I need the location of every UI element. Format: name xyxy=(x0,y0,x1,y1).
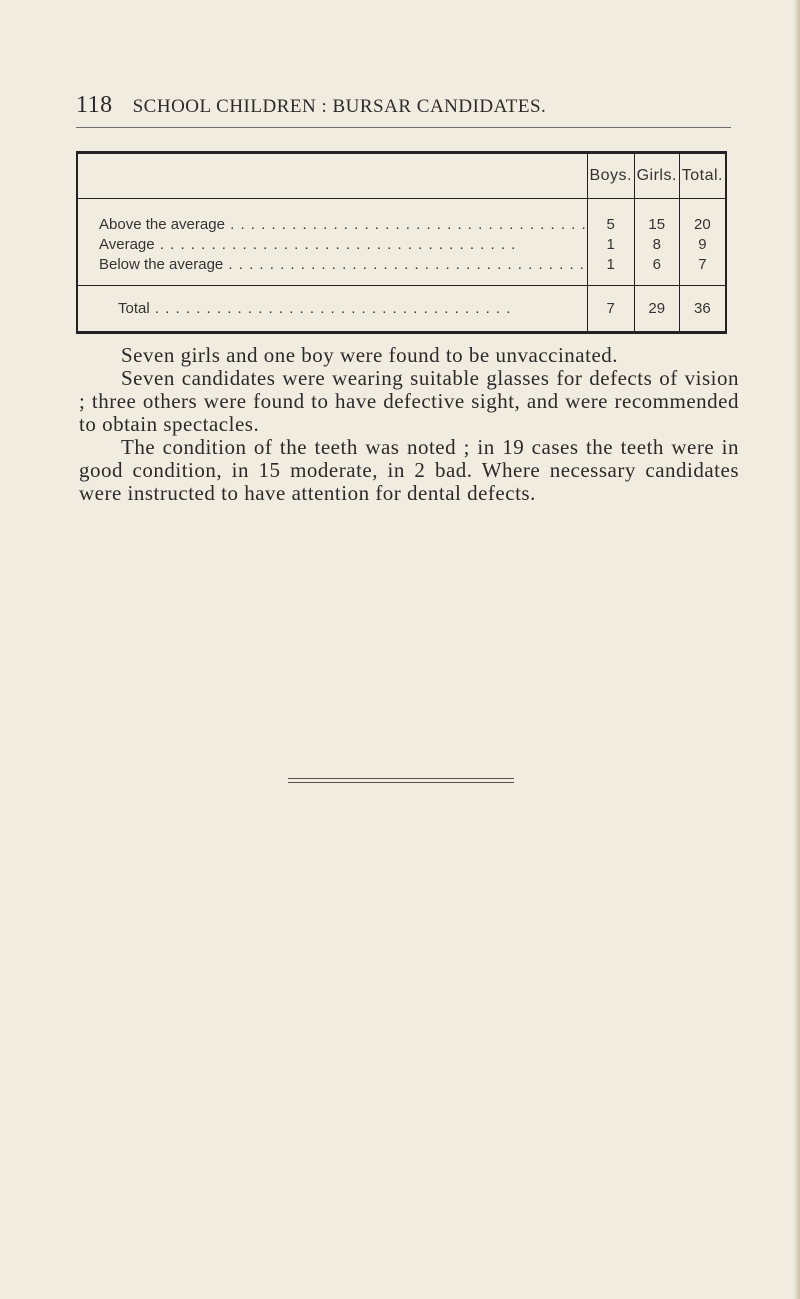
end-rule xyxy=(288,778,514,779)
row-label: Average . . . xyxy=(77,235,587,255)
header-blank-cell xyxy=(77,153,587,199)
total-girls: 29 xyxy=(634,286,679,333)
column-header-total: Total. xyxy=(679,153,726,199)
cell-total: 9 xyxy=(679,235,726,255)
paragraph-vaccination: Seven girls and one boy were found to be unvaccinated. xyxy=(121,343,619,367)
table-row xyxy=(77,199,726,236)
cell-girls: 6 xyxy=(634,255,679,286)
total-total: 36 xyxy=(679,286,726,333)
running-header xyxy=(76,92,726,119)
cell-girls: 15 xyxy=(634,199,679,236)
header-rule xyxy=(76,127,731,128)
vision-table xyxy=(76,151,727,334)
total-boys: 7 xyxy=(587,286,634,333)
page-edge xyxy=(794,0,800,1299)
paragraph-teeth: The condition of the teeth was noted ; in 19 cases the teeth were in good condition, in 15 moderate, in 2 bad. Where necessary candidates were instructed to have attention for dental defects. xyxy=(79,435,739,505)
end-rule xyxy=(288,782,514,783)
paragraph-vision: Seven candidates were wearing suitable glasses for defects of vision ; three others were found to have defective sight, and were recommended to obtain spectacles. xyxy=(79,366,739,436)
row-label: Above the average . . . xyxy=(77,199,587,236)
table-row xyxy=(77,235,726,255)
row-label: Below the average . . . xyxy=(77,255,587,286)
total-label: Total . . . xyxy=(77,286,587,333)
cell-total: 7 xyxy=(679,255,726,286)
table-row xyxy=(77,255,726,286)
page-number: 118 xyxy=(76,92,113,118)
running-title: SCHOOL CHILDREN : BURSAR CANDIDATES. xyxy=(132,96,547,117)
cell-boys: 1 xyxy=(587,255,634,286)
table-header-row xyxy=(77,153,726,199)
cell-total: 20 xyxy=(679,199,726,236)
cell-girls: 8 xyxy=(634,235,679,255)
column-header-boys: Boys. xyxy=(587,153,634,199)
table-total-row xyxy=(77,286,726,333)
cell-boys: 1 xyxy=(587,235,634,255)
cell-boys: 5 xyxy=(587,199,634,236)
column-header-girls: Girls. xyxy=(634,153,679,199)
